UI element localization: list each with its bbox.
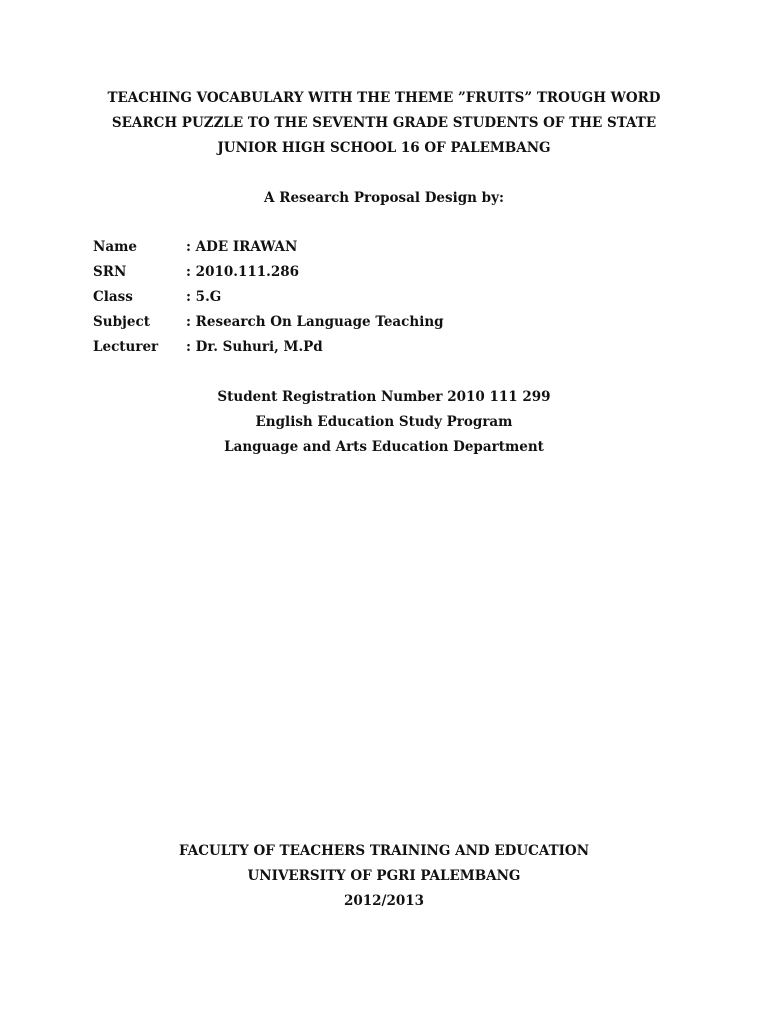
- info-label: Lecturer: [93, 339, 159, 355]
- info-label: Subject: [93, 314, 150, 330]
- info-value: : Dr. Suhuri, M.Pd: [186, 339, 323, 355]
- info-value: : 5.G: [186, 289, 222, 305]
- student-info-table: [93, 235, 444, 360]
- info-row-lecturer: [93, 335, 444, 360]
- registration-number-line: Student Registration Number 2010 111 299: [217, 389, 551, 405]
- proposal-subtitle: A Research Proposal Design by:: [264, 190, 504, 206]
- study-program-line: English Education Study Program: [255, 414, 513, 430]
- university-line: UNIVERSITY OF PGRI PALEMBANG: [247, 868, 521, 884]
- info-row-class: [93, 285, 444, 310]
- title-line-2: SEARCH PUZZLE TO THE SEVENTH GRADE STUDENTS OF THE STATE: [111, 115, 657, 131]
- info-value: : Research On Language Teaching: [186, 314, 444, 330]
- institution-block: [0, 385, 768, 460]
- info-row-subject: [93, 310, 444, 335]
- info-value: : ADE IRAWAN: [186, 239, 298, 255]
- title-line-3: JUNIOR HIGH SCHOOL 16 OF PALEMBANG: [217, 140, 551, 156]
- faculty-block: [0, 839, 768, 914]
- info-label: SRN: [93, 264, 127, 280]
- info-row-srn: [93, 260, 444, 285]
- faculty-line: FACULTY OF TEACHERS TRAINING AND EDUCATION: [178, 843, 590, 859]
- info-label: Name: [93, 239, 137, 255]
- academic-year-line: 2012/2013: [343, 893, 425, 909]
- document-title: [0, 86, 768, 161]
- department-line: Language and Arts Education Department: [224, 439, 544, 455]
- info-row-name: [93, 235, 444, 260]
- title-line-1: TEACHING VOCABULARY WITH THE THEME ”FRUITS” TROUGH WORD: [107, 90, 661, 106]
- info-value: : 2010.111.286: [186, 264, 300, 280]
- info-label: Class: [93, 289, 133, 305]
